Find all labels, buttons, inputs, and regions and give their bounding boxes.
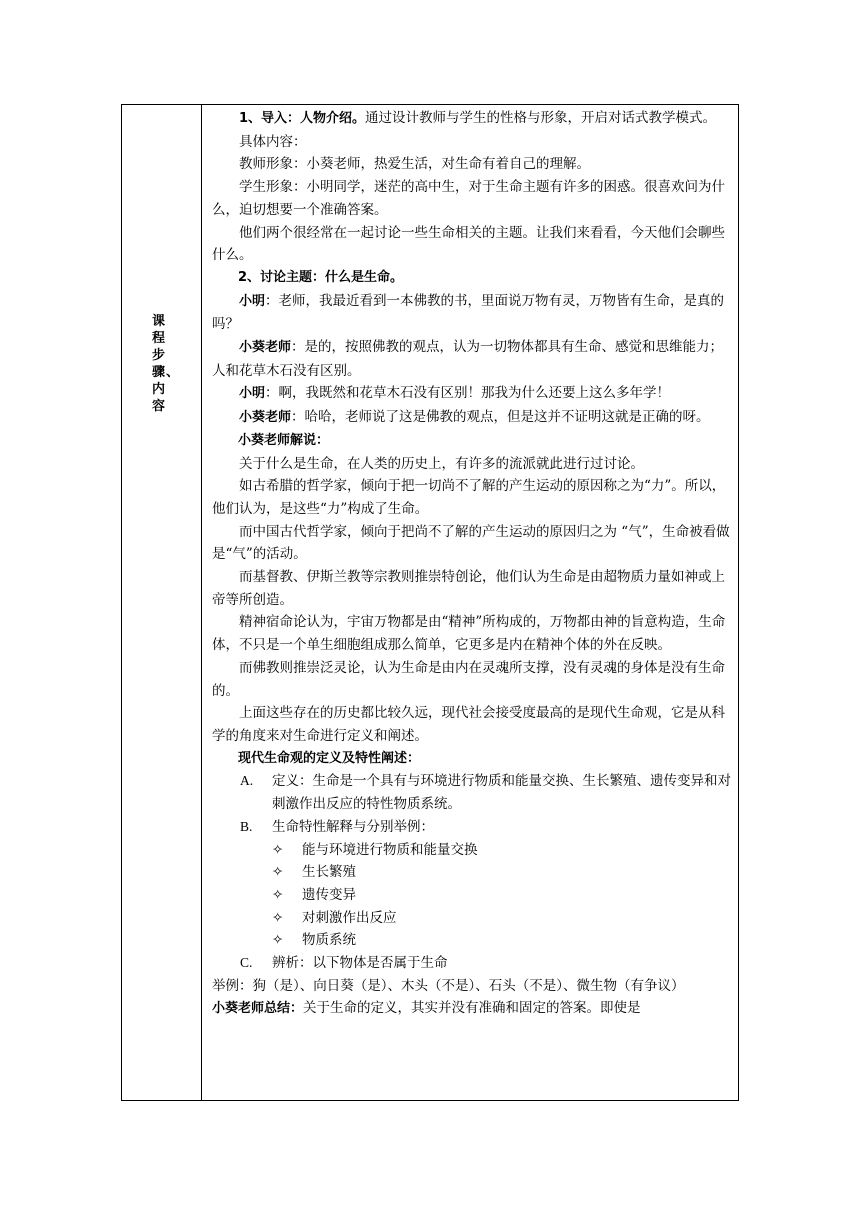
intro-heading-para: [212, 107, 732, 131]
trait-item: [272, 907, 732, 930]
modern-heading: 现代生命观的定义及特性阐述：: [238, 750, 421, 766]
trait-item: [272, 929, 732, 952]
diamond-bullet-icon: ✧: [272, 932, 284, 949]
dialogue-line: [212, 290, 732, 336]
intro-content-label: 具体内容：: [239, 133, 307, 150]
trait-text: 生长繁殖: [302, 864, 356, 881]
explain-paragraph: 而中国古代哲学家，倾向于把尚不了解的产生运动的原因归之为 “气”，生命被看做是“气”的活动。: [212, 523, 730, 563]
example-text: 举例：狗（是）、向日葵（是）、木头（不是）、石头（不是）、微生物（有争议）: [212, 977, 685, 994]
lesson-table: [121, 104, 739, 1101]
explain-paragraph: 上面这些存在的历史都比较久远，现代社会接受度最高的是现代生命观，它是从科学的角度来对生命进行定义和阐述。: [212, 705, 725, 744]
student-description: 学生形象：小明同学，迷茫的高中生，对于生命主题有许多的困惑。很喜欢问为什么，迫切想要一个准确答案。: [212, 179, 725, 218]
list-marker: C.: [240, 955, 253, 971]
dialogue-line: [212, 336, 732, 382]
trait-text: 遗传变异: [302, 886, 356, 903]
dialogue-text: 哈哈，老师说了这是佛教的观点，但是这并不证明这就是正确的呀。: [304, 409, 710, 426]
summary-text: 关于生命的定义，其实并没有准确和固定的答案。即使是: [303, 1000, 641, 1017]
dialogue-sep: ：: [265, 385, 279, 402]
dialogue-speaker: 小葵老师: [239, 340, 292, 356]
content-cell: [202, 105, 738, 1100]
dialogue-line: [212, 406, 732, 430]
list-item-c: [240, 952, 732, 975]
explain-paragraph: 关于什么是生命，在人类的历史上，有许多的流派就此进行过讨论。: [239, 455, 644, 472]
label-column-text: 课程步骤、内容: [152, 314, 181, 414]
explain-paragraph: 如古希腊的哲学家，倾向于把一切尚不了解的产生运动的原因称之为“力”。所以，他们认为，是这些“力”构成了生命。: [212, 478, 726, 517]
dialogue-line: [212, 382, 732, 406]
trait-text: 能与环境进行物质和能量交换: [302, 841, 478, 858]
dialogue-text: 是的，按照佛教的观点，认为一切物体都具有生命、感觉和思维能力；人和花草木石没有区别。: [212, 339, 724, 379]
list-marker: A.: [240, 773, 254, 789]
teacher-description: 教师形象：小葵老师，热爱生活，对生命有着自己的理解。: [239, 156, 590, 173]
trait-item: [272, 839, 732, 862]
label-cell: [122, 105, 202, 1100]
list-item-a: [240, 770, 732, 815]
dialogue-sep: ：: [291, 339, 305, 356]
trait-item: [272, 884, 732, 907]
diamond-bullet-icon: ✧: [272, 909, 284, 926]
explain-paragraph: 而基督教、伊斯兰教等宗教则推崇特创论，他们认为生命是由超物质力量如神或上帝等所创造。: [212, 569, 725, 608]
list-item-b: [240, 816, 732, 839]
dialogue-sep: ：: [291, 409, 305, 426]
diamond-bullet-icon: ✧: [272, 864, 284, 881]
trait-text: 物质系统: [302, 932, 356, 949]
diamond-bullet-icon: ✧: [272, 841, 284, 858]
intro-heading-rest: 通过设计教师与学生的性格与形象，开启对话式教学模式。: [365, 110, 717, 126]
trait-item: [272, 861, 732, 884]
analysis-text: 辨析：以下物体是否属于生命: [272, 955, 448, 972]
summary-heading: 小葵老师总结：: [212, 1001, 304, 1017]
intro-together: 他们两个很经常在一起讨论一些生命相关的主题。让我们来看看，今天他们会聊些什么。: [212, 224, 725, 264]
summary-para: [212, 997, 732, 1021]
dialogue-speaker: 小明: [239, 293, 266, 309]
explain-heading: 小葵老师解说：: [238, 432, 330, 448]
dialogue-speaker: 小明: [239, 386, 266, 402]
dialogue-text: 啊，我既然和花草木石没有区别！那我为什么还要上这么多年学！: [278, 385, 671, 402]
list-marker: B.: [240, 818, 253, 834]
trait-text: 对刺激作出反应: [302, 909, 397, 926]
dialogue-speaker: 小葵老师: [239, 410, 292, 426]
explain-paragraph: 精神宿命论认为，宇宙万物都是由“精神”所构成的，万物都由神的旨意构造，生命体，不只是一个单生细胞组成那么简单，它更多是内在精神个体的外在反映。: [212, 614, 726, 654]
topic-heading: 2、讨论主题：什么是生命。: [238, 269, 404, 285]
dialogue-sep: ：: [265, 292, 279, 309]
lesson-content: [202, 105, 738, 1021]
diamond-bullet-icon: ✧: [272, 886, 284, 903]
intro-heading: 1、导入：人物介绍。: [239, 111, 366, 126]
definition-text: 定义：生命是一个具有与环境进行物质和能量交换、生长繁殖、遗传变异和对刺激作出反应的特性物质系统。: [272, 773, 731, 813]
dialogue-text: 老师，我最近看到一本佛教的书，里面说万物有灵，万物皆有生命，是真的吗？: [212, 292, 725, 333]
explain-paragraph: 而佛教则推崇泛灵论，认为生命是由内在灵魂所支撑，没有灵魂的身体是没有生命的。: [212, 659, 725, 699]
traits-heading: 生命特性解释与分别举例：: [272, 818, 434, 835]
